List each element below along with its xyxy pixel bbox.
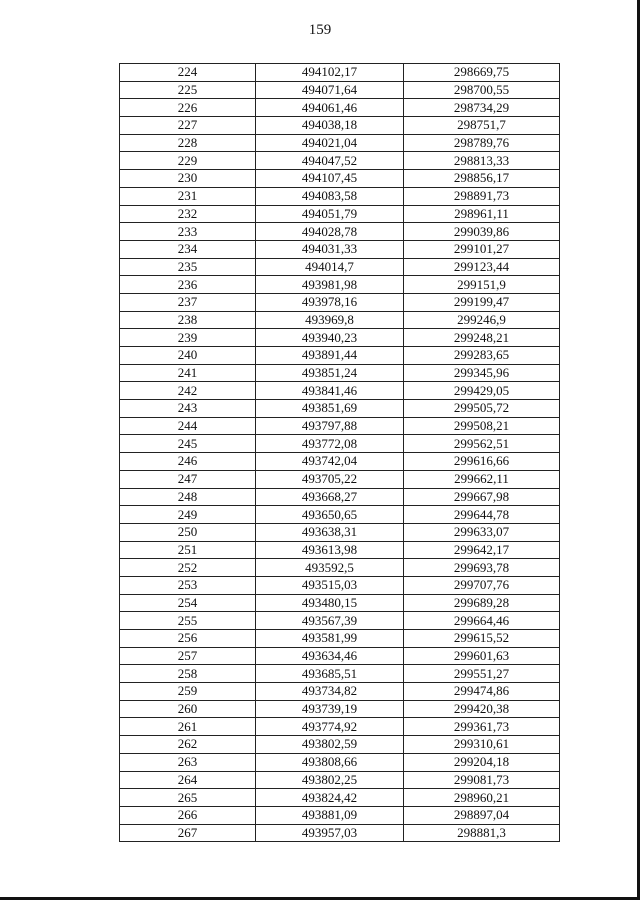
table-row [120,736,560,754]
table-row [120,683,560,701]
y-coordinate-cell: 299039,86 [404,223,560,241]
table-row [120,117,560,135]
point-number-cell: 254 [120,594,256,612]
table-row [120,718,560,736]
y-coordinate-cell: 299615,52 [404,630,560,648]
y-coordinate-cell: 298669,75 [404,64,560,82]
x-coordinate-cell: 493634,46 [256,647,404,665]
table-row [120,594,560,612]
table-row [120,347,560,365]
x-coordinate-cell: 493981,98 [256,276,404,294]
x-coordinate-cell: 493734,82 [256,683,404,701]
y-coordinate-cell: 298813,33 [404,152,560,170]
x-coordinate-cell: 493742,04 [256,453,404,471]
point-number-cell: 238 [120,311,256,329]
point-number-cell: 252 [120,559,256,577]
x-coordinate-cell: 493772,08 [256,435,404,453]
y-coordinate-cell: 299123,44 [404,258,560,276]
point-number-cell: 236 [120,276,256,294]
x-coordinate-cell: 493969,8 [256,311,404,329]
x-coordinate-cell: 493567,39 [256,612,404,630]
x-coordinate-cell: 494071,64 [256,81,404,99]
point-number-cell: 234 [120,240,256,258]
table-row [120,329,560,347]
y-coordinate-cell: 299551,27 [404,665,560,683]
point-number-cell: 264 [120,771,256,789]
y-coordinate-cell: 298960,21 [404,789,560,807]
y-coordinate-cell: 299689,28 [404,594,560,612]
table-row [120,170,560,188]
table-row [120,223,560,241]
table-row [120,400,560,418]
x-coordinate-cell: 493824,42 [256,789,404,807]
table-row [120,81,560,99]
point-number-cell: 242 [120,382,256,400]
table-row [120,470,560,488]
table-row [120,187,560,205]
point-number-cell: 259 [120,683,256,701]
point-number-cell: 237 [120,293,256,311]
point-number-cell: 244 [120,417,256,435]
y-coordinate-cell: 298961,11 [404,205,560,223]
table-row [120,576,560,594]
y-coordinate-cell: 299707,76 [404,576,560,594]
x-coordinate-cell: 493739,19 [256,700,404,718]
point-number-cell: 262 [120,736,256,754]
table-row [120,523,560,541]
y-coordinate-cell: 299361,73 [404,718,560,736]
x-coordinate-cell: 493515,03 [256,576,404,594]
table-row [120,488,560,506]
table-row [120,453,560,471]
table-row [120,152,560,170]
y-coordinate-cell: 299204,18 [404,753,560,771]
x-coordinate-cell: 493592,5 [256,559,404,577]
x-coordinate-cell: 493638,31 [256,523,404,541]
x-coordinate-cell: 494047,52 [256,152,404,170]
x-coordinate-cell: 493668,27 [256,488,404,506]
table-row [120,771,560,789]
table-row [120,612,560,630]
table-row [120,647,560,665]
coordinates-table-body [120,64,560,842]
point-number-cell: 227 [120,117,256,135]
x-coordinate-cell: 494102,17 [256,64,404,82]
point-number-cell: 245 [120,435,256,453]
table-row [120,258,560,276]
point-number-cell: 267 [120,824,256,842]
table-row [120,64,560,82]
point-number-cell: 243 [120,400,256,418]
x-coordinate-cell: 493802,25 [256,771,404,789]
point-number-cell: 253 [120,576,256,594]
point-number-cell: 258 [120,665,256,683]
y-coordinate-cell: 299508,21 [404,417,560,435]
table-row [120,559,560,577]
x-coordinate-cell: 493851,69 [256,400,404,418]
page-number: 159 [308,22,332,38]
x-coordinate-cell: 494021,04 [256,134,404,152]
x-coordinate-cell: 494014,7 [256,258,404,276]
point-number-cell: 248 [120,488,256,506]
y-coordinate-cell: 299601,63 [404,647,560,665]
y-coordinate-cell: 299505,72 [404,400,560,418]
y-coordinate-cell: 299101,27 [404,240,560,258]
y-coordinate-cell: 299151,9 [404,276,560,294]
point-number-cell: 250 [120,523,256,541]
y-coordinate-cell: 298700,55 [404,81,560,99]
y-coordinate-cell: 299081,73 [404,771,560,789]
x-coordinate-cell: 493581,99 [256,630,404,648]
point-number-cell: 257 [120,647,256,665]
point-number-cell: 260 [120,700,256,718]
x-coordinate-cell: 494031,33 [256,240,404,258]
x-coordinate-cell: 493891,44 [256,347,404,365]
y-coordinate-cell: 299310,61 [404,736,560,754]
y-coordinate-cell: 299644,78 [404,506,560,524]
x-coordinate-cell: 493797,88 [256,417,404,435]
table-row [120,541,560,559]
y-coordinate-cell: 299345,96 [404,364,560,382]
y-coordinate-cell: 299199,47 [404,293,560,311]
point-number-cell: 228 [120,134,256,152]
x-coordinate-cell: 493940,23 [256,329,404,347]
x-coordinate-cell: 493650,65 [256,506,404,524]
point-number-cell: 247 [120,470,256,488]
point-number-cell: 226 [120,99,256,117]
y-coordinate-cell: 299562,51 [404,435,560,453]
x-coordinate-cell: 493841,46 [256,382,404,400]
point-number-cell: 256 [120,630,256,648]
x-coordinate-cell: 493957,03 [256,824,404,842]
point-number-cell: 230 [120,170,256,188]
point-number-cell: 255 [120,612,256,630]
y-coordinate-cell: 299633,07 [404,523,560,541]
table-row [120,435,560,453]
table-row [120,276,560,294]
x-coordinate-cell: 493851,24 [256,364,404,382]
point-number-cell: 231 [120,187,256,205]
point-number-cell: 251 [120,541,256,559]
point-number-cell: 224 [120,64,256,82]
y-coordinate-cell: 298891,73 [404,187,560,205]
table-row [120,630,560,648]
point-number-cell: 241 [120,364,256,382]
table-row [120,700,560,718]
point-number-cell: 246 [120,453,256,471]
point-number-cell: 265 [120,789,256,807]
y-coordinate-cell: 299664,46 [404,612,560,630]
x-coordinate-cell: 493705,22 [256,470,404,488]
point-number-cell: 261 [120,718,256,736]
x-coordinate-cell: 493881,09 [256,806,404,824]
y-coordinate-cell: 299429,05 [404,382,560,400]
point-number-cell: 266 [120,806,256,824]
x-coordinate-cell: 493613,98 [256,541,404,559]
y-coordinate-cell: 298734,29 [404,99,560,117]
y-coordinate-cell: 299693,78 [404,559,560,577]
x-coordinate-cell: 493685,51 [256,665,404,683]
table-row [120,824,560,842]
y-coordinate-cell: 299474,86 [404,683,560,701]
x-coordinate-cell: 494051,79 [256,205,404,223]
x-coordinate-cell: 494107,45 [256,170,404,188]
y-coordinate-cell: 299667,98 [404,488,560,506]
table-row [120,417,560,435]
table-row [120,134,560,152]
y-coordinate-cell: 298751,7 [404,117,560,135]
point-number-cell: 240 [120,347,256,365]
y-coordinate-cell: 299420,38 [404,700,560,718]
y-coordinate-cell: 298897,04 [404,806,560,824]
y-coordinate-cell: 299246,9 [404,311,560,329]
table-row [120,364,560,382]
x-coordinate-cell: 493802,59 [256,736,404,754]
table-row [120,240,560,258]
table-row [120,293,560,311]
x-coordinate-cell: 493480,15 [256,594,404,612]
x-coordinate-cell: 494083,58 [256,187,404,205]
point-number-cell: 225 [120,81,256,99]
x-coordinate-cell: 493774,92 [256,718,404,736]
coordinates-table [119,63,560,842]
point-number-cell: 233 [120,223,256,241]
table-row [120,506,560,524]
y-coordinate-cell: 299616,66 [404,453,560,471]
point-number-cell: 235 [120,258,256,276]
table-row [120,806,560,824]
table-row [120,665,560,683]
point-number-cell: 229 [120,152,256,170]
y-coordinate-cell: 299248,21 [404,329,560,347]
y-coordinate-cell: 299283,65 [404,347,560,365]
point-number-cell: 249 [120,506,256,524]
point-number-cell: 232 [120,205,256,223]
point-number-cell: 239 [120,329,256,347]
y-coordinate-cell: 298881,3 [404,824,560,842]
table-row [120,382,560,400]
table-row [120,753,560,771]
table-row [120,99,560,117]
x-coordinate-cell: 493808,66 [256,753,404,771]
y-coordinate-cell: 299662,11 [404,470,560,488]
x-coordinate-cell: 494028,78 [256,223,404,241]
table-row [120,205,560,223]
x-coordinate-cell: 493978,16 [256,293,404,311]
y-coordinate-cell: 299642,17 [404,541,560,559]
table-row [120,311,560,329]
x-coordinate-cell: 494038,18 [256,117,404,135]
y-coordinate-cell: 298789,76 [404,134,560,152]
x-coordinate-cell: 494061,46 [256,99,404,117]
table-row [120,789,560,807]
point-number-cell: 263 [120,753,256,771]
y-coordinate-cell: 298856,17 [404,170,560,188]
